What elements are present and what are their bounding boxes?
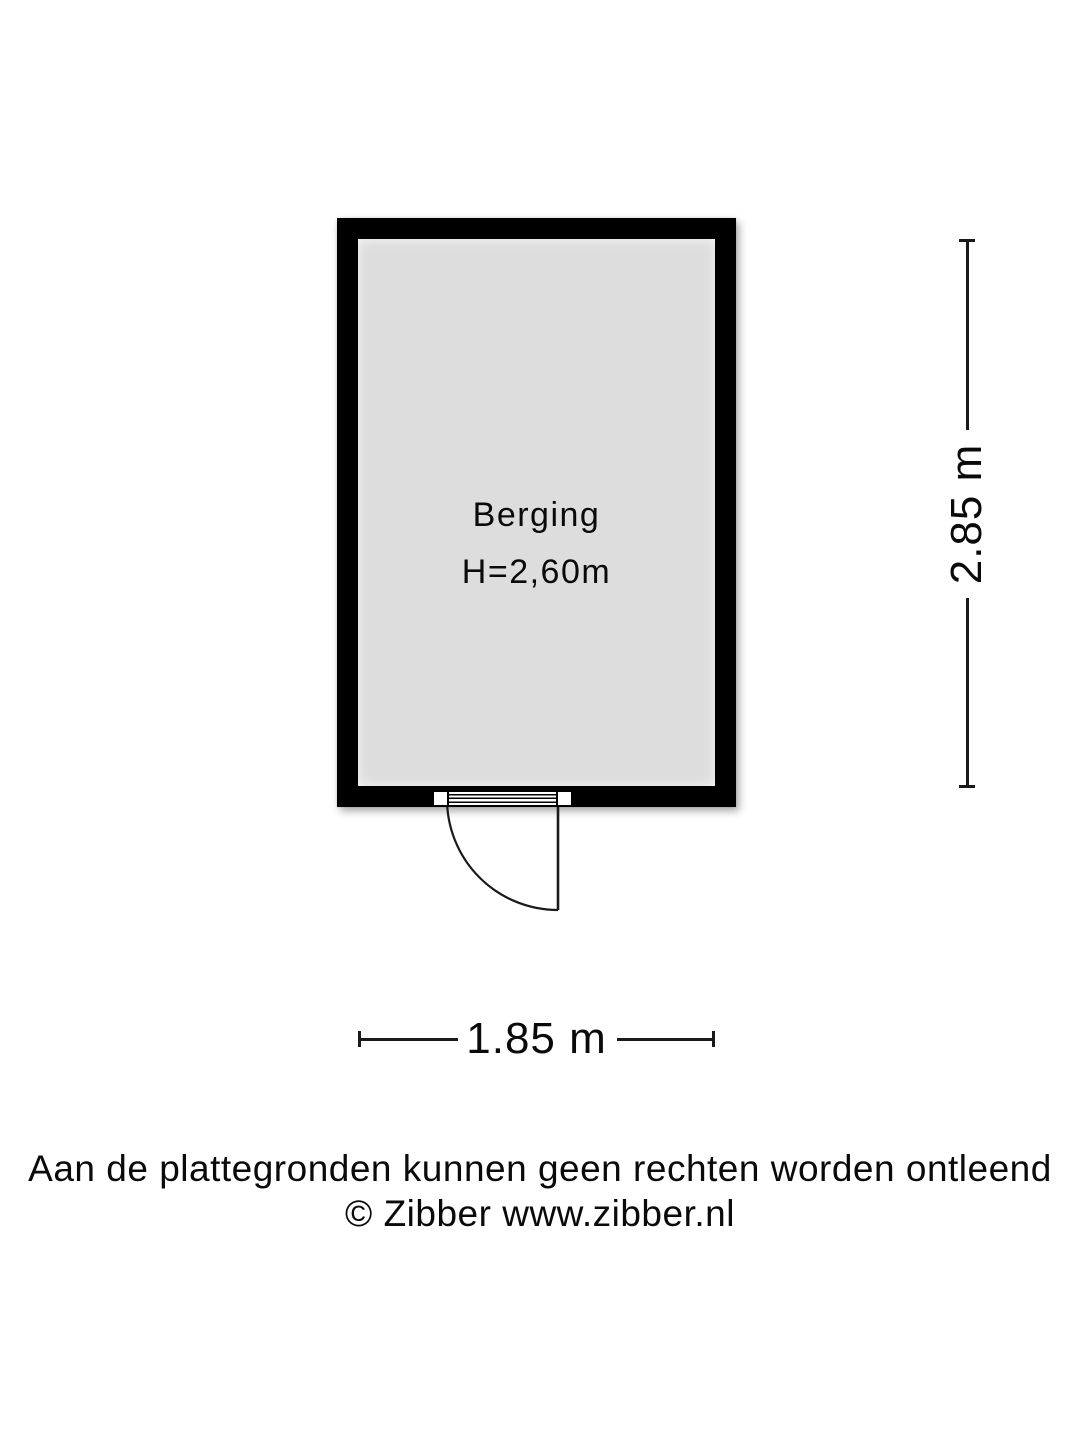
door-threshold (432, 790, 573, 807)
door-jamb-right (558, 792, 571, 805)
room-label (358, 487, 715, 601)
dimension-line-left (361, 1038, 458, 1041)
room-name: Berging (472, 496, 601, 534)
door-swing (440, 795, 565, 920)
door-jamb-left (434, 792, 447, 805)
dimension-line-upper (966, 242, 969, 430)
dimension-width (358, 1014, 715, 1063)
door-swing-arc (447, 799, 558, 910)
dimension-width-label: 1.85 m (466, 1014, 607, 1063)
copyright-text: © Zibber www.zibber.nl (345, 1193, 735, 1234)
dimension-height (942, 239, 991, 788)
dimension-line-right (617, 1038, 712, 1041)
dimension-height-label: 2.85 m (942, 443, 991, 584)
room-berging (337, 218, 736, 807)
dimension-tick-bottom (959, 785, 975, 788)
disclaimer-text: Aan de plattegronden kunnen geen rechten worden ontleend (28, 1148, 1052, 1189)
door-panel (447, 792, 558, 805)
disclaimer (0, 1146, 1080, 1236)
dimension-tick-right (712, 1031, 715, 1047)
room-ceiling-height: H=2,60m (461, 553, 612, 591)
dimension-line-lower (966, 598, 969, 785)
